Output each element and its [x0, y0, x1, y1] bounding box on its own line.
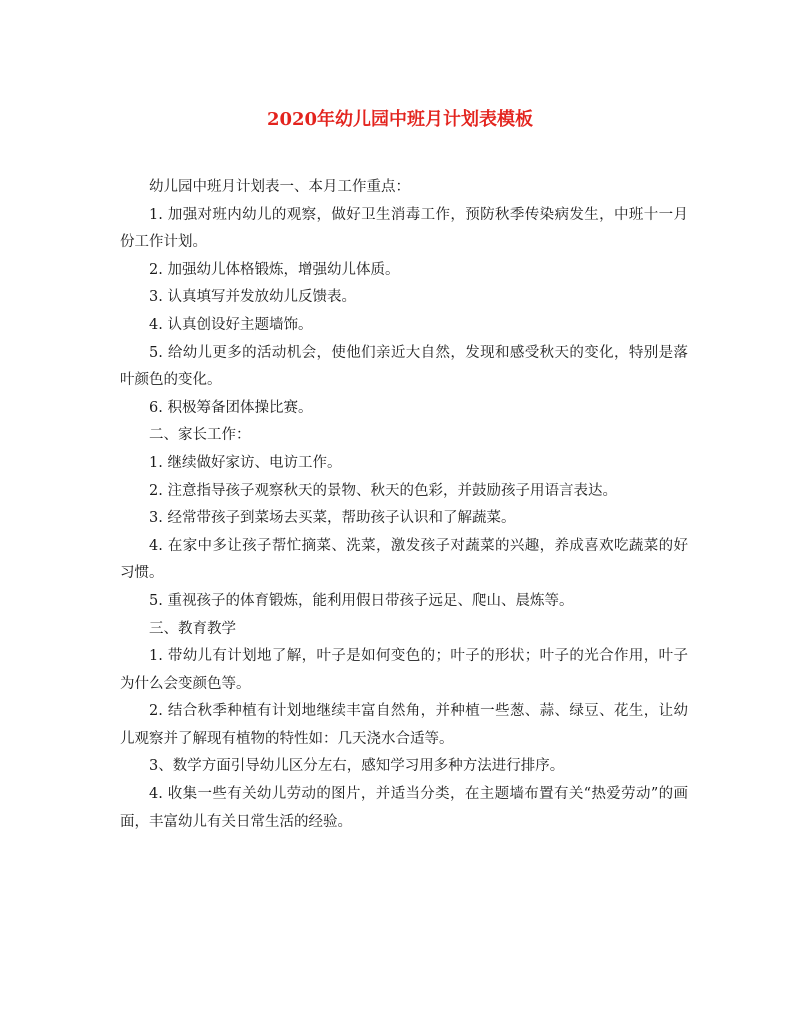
- paragraph-item: 6. 积极筹备团体操比赛。: [149, 399, 313, 416]
- document-body: [120, 174, 688, 836]
- section-heading-teaching: 三、教育教学: [149, 620, 236, 637]
- paragraph-item: 5. 重视孩子的体育锻炼，能利用假日带孩子远足、爬山、晨炼等。: [149, 592, 574, 609]
- paragraph-item: 2. 结合秋季种植有计划地继续丰富自然角，并种植一些葱、蒜、绿豆、花生，让幼儿观察并了解现有植物的特性如：几天浇水合适等。: [120, 703, 688, 747]
- section-heading-parents: 二、家长工作：: [149, 427, 251, 444]
- paragraph-item: 3. 认真填写并发放幼儿反馈表。: [149, 289, 356, 306]
- paragraph-item: 2. 注意指导孩子观察秋天的景物、秋天的色彩，并鼓励孩子用语言表达。: [149, 482, 617, 499]
- paragraph-item: 1. 继续做好家访、电访工作。: [149, 454, 342, 471]
- paragraph-intro: 幼儿园中班月计划表一、本月工作重点：: [149, 179, 410, 195]
- paragraph-item: 4. 认真创设好主题墙饰。: [149, 316, 313, 333]
- document-title: 2020年幼儿园中班月计划表模板: [266, 109, 534, 130]
- paragraph-item: 5. 给幼儿更多的活动机会，使他们亲近大自然，发现和感受秋天的变化，特别是落叶颜色的变化。: [120, 344, 688, 389]
- paragraph-item: 3、数学方面引导幼儿区分左右，感知学习用多种方法进行排序。: [149, 758, 565, 775]
- paragraph-item: 4. 在家中多让孩子帮忙摘菜、洗菜，激发孩子对蔬菜的兴趣，养成喜欢吃蔬菜的好习惯。: [120, 537, 688, 582]
- paragraph-item: 3. 经常带孩子到菜场去买菜，帮助孩子认识和了解蔬菜。: [149, 510, 516, 527]
- paragraph-item: 1. 带幼儿有计划地了解，叶子是如何变色的；叶子的形状；叶子的光合作用，叶子为什么会变颜色等。: [120, 648, 688, 692]
- paragraph-item: 4. 收集一些有关幼儿劳动的图片，并适当分类，在主题墙布置有关“热爱劳动”的画面，丰富幼儿有关日常生活的经验。: [120, 786, 688, 830]
- paragraph-item: 1. 加强对班内幼儿的观察，做好卫生消毒工作，预防秋季传染病发生，中班十一月份工作计划。: [120, 206, 688, 251]
- paragraph-item: 2. 加强幼儿体格锻炼，增强幼儿体质。: [149, 261, 400, 278]
